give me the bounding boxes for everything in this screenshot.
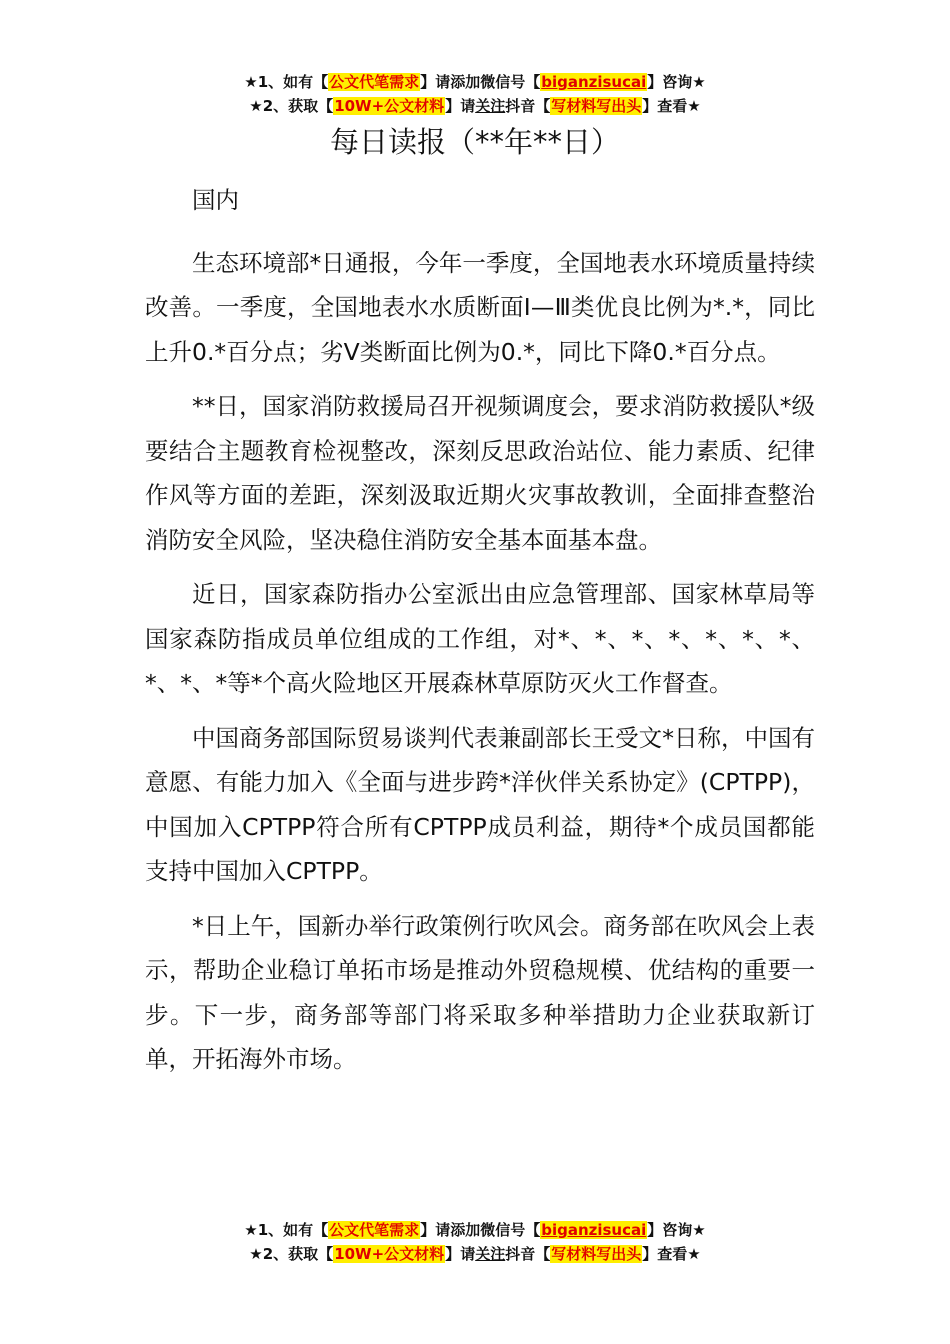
follow-link[interactable]: 关注 [475, 97, 506, 115]
banner-line-1: ★1、如有【公文代笔需求】请添加微信号【biganzisucai】咨询★ [244, 1221, 706, 1239]
banner-line-1: ★1、如有【公文代笔需求】请添加微信号【biganzisucai】咨询★ [244, 73, 706, 91]
banner-line-2: ★2、获取【10W+公文材料】请关注抖音【写材料写出头】查看★ [249, 97, 701, 115]
wechat-id-link[interactable]: biganzisucai [541, 73, 647, 91]
paragraph: 中国商务部国际贸易谈判代表兼副部长王受文*日称，中国有意愿、有能力加入《全面与进步跨*洋伙伴关系协定》(CPTPP)，中国加入CPTPP符合所有CPTPP成员利益，期待*个成员国都能支持中国加入CPTPP。 [145, 723, 815, 885]
paragraph: *日上午，国新办举行政策例行吹风会。商务部在吹风会上表示，帮助企业稳订单拓市场是推动外贸稳规模、优结构的重要一步。下一步，商务部等部门将采取多种举措助力企业获取新订单，开拓海外市场。 [145, 911, 815, 1073]
document-body [145, 178, 815, 1092]
douyin-account-highlight: 写材料写出头 [551, 1245, 642, 1263]
wechat-id-link[interactable]: biganzisucai [541, 1221, 647, 1239]
paragraph: 生态环境部*日通报，今年一季度，全国地表水环境质量持续改善。一季度，全国地表水水质断面Ⅰ—Ⅲ类优良比例为*.*，同比上升0.*百分点；劣Ⅴ类断面比例为0.*，同比下降0.*百分点。 [145, 248, 815, 366]
document-title: 每日读报（**年**日） [329, 125, 620, 159]
footer-banner [0, 1218, 950, 1266]
paragraph: **日，国家消防救援局召开视频调度会，要求消防救援队*级要结合主题教育检视整改，深刻反思政治站位、能力素质、纪律作风等方面的差距，深刻汲取近期火灾事故教训，全面排查整治消防安全风险，坚决稳住消防安全基本面基本盘。 [145, 392, 815, 554]
service-highlight: 公文代笔需求 [329, 73, 420, 91]
section-heading: 国内 [192, 186, 239, 214]
follow-link[interactable]: 关注 [475, 1245, 506, 1263]
materials-highlight: 10W+公文材料 [334, 97, 445, 115]
paragraph: 近日，国家森防指办公室派出由应急管理部、国家林草局等国家森防指成员单位组成的工作组，对*、*、*、*、*、*、*、*、*、*等*个高火险地区开展森林草原防灭火工作督查。 [145, 580, 815, 697]
banner-line-2: ★2、获取【10W+公文材料】请关注抖音【写材料写出头】查看★ [249, 1245, 701, 1263]
materials-highlight: 10W+公文材料 [334, 1245, 445, 1263]
douyin-account-highlight: 写材料写出头 [551, 97, 642, 115]
header-banner [0, 70, 950, 118]
service-highlight: 公文代笔需求 [329, 1221, 420, 1239]
